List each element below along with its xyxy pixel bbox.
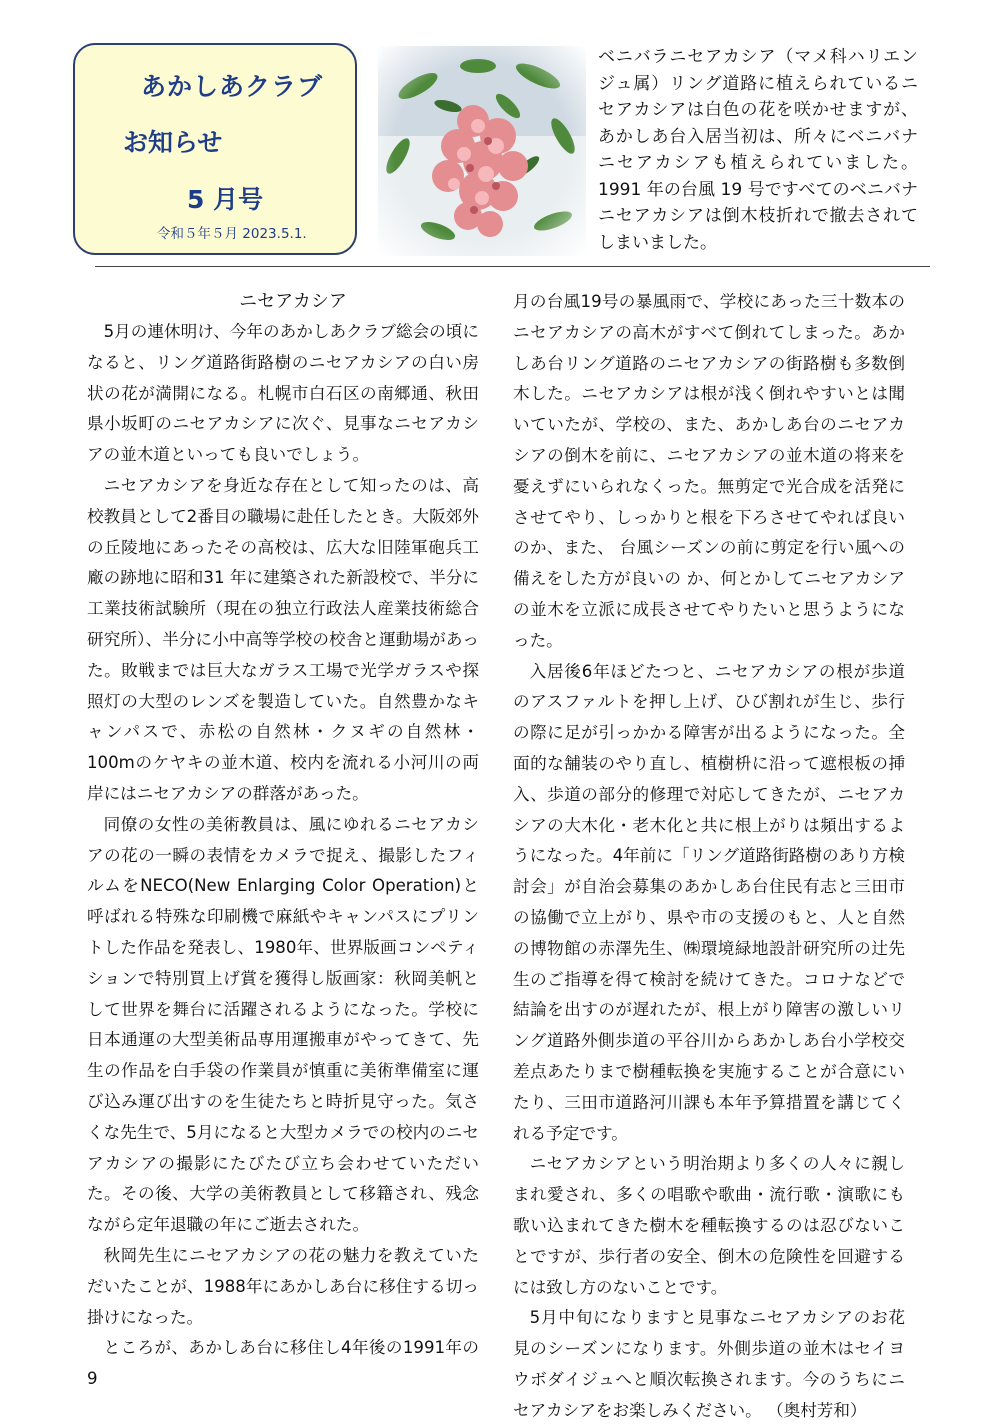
paragraph: 入居後6年ほどたつと、ニセアカシアの根が歩道のアスファルトを押し上げ、ひび割れが生じ、歩行の際に足が引っかかる障害が出るようになった。全面的な舗装のやり直し、植樹枡に沿って遮根板の挿入、歩道の部分的修理で対応してきたが、ニセアカシアの大木化・老木化と共に根上がりは頻出するようになった。4年前に「リング道路街路樹のあり方検討会」が自治会募集のあかしあ台住民有志と三田市の協働で立上がり、県や市の支援のもと、人と自然の博物館の赤澤先生、㈱環境緑地設計研究所の辻先生のご指導を得て検討を続けてきた。コロナなどで結論を出すのが遅れたが、根上がり障害の激しいリング道路外側歩道の平谷川からあかしあ台小学校交差点あたりまで樹種転換を実施することが合意にいたり、三田市道路河川課も本年予算措置を講じてくれる予定です。 — [513, 661, 905, 1143]
article-left-column — [87, 287, 479, 1395]
divider — [95, 266, 930, 267]
paragraph: 5月の連休明け、今年のあかしあクラブ総会の頃になると、リング道路街路樹のニセアカシアの白い房状の花が満開になる。札幌市白石区の南郷通、秋田県小坂町のニセアカシアに次ぐ、見事なニセアカシアの並木道といっても良いでしょう。 — [87, 322, 479, 465]
paragraph: ニセアカシアを身近な存在として知ったのは、高校教員として2番目の職場に赴任したとき。大阪郊外の丘陵地にあったその高校は、広大な旧陸軍砲兵工廠の跡地に昭和31 年に建築された新設校で、半分に工業技術試験所（現在の独立行政法人産業技術総合研究所）、半分に小中高等学校の校舎と運動場があった。敗戦までは巨大なガラス工場で光学ガラスや探照灯の大型のレンズを製造していた。自然豊かなキャンパスで、赤松の自然林・クヌギの自然林・100mのケヤキの並木道、校内を流れる小河川の両岸にはニセアカシアの群落があった。 — [87, 475, 479, 803]
paragraph: 5月中旬になりますと見事なニセアカシアのお花見のシーズンになります。外側歩道の並木はセイヨウボダイジュへと順次転換されます。今のうちにニセアカシアをお楽しみください。 （奥村芳和） — [513, 1308, 905, 1420]
article-right-column — [513, 287, 905, 1426]
photo-caption: ベニバラニセアカシア（マメ科ハリエンジュ属）リング道路に植えられているニセアカシアは白色の花を咲かせますが、あかしあ台入居当初は、所々にベニバナニセアカシアも植えられていました。1991 年の台風 19 号ですべてのベニバナニセアカシアは倒木枝折れで撤去されてしまいました。 — [598, 47, 918, 253]
pink-locust-flower-photo — [378, 46, 586, 256]
club-name: あかしあクラブ — [141, 72, 324, 101]
issue-date: 令和５年５月 2023.5.1. — [157, 226, 307, 242]
paragraph: ところが、あかしあ台に移住し4年後の1991年の9 — [87, 1338, 479, 1389]
paragraph: ニセアカシアという明治期より多くの人々に親しまれ愛され、多くの唱歌や歌曲・流行歌・演歌にも歌い込まれてきた樹木を種転換するのは忍びないことですが、歩行者の安全、倒木の危険性を回避するには致し方のないことです。 — [513, 1154, 905, 1297]
paragraph: 秋岡先生にニセアカシアの花の魅力を教えていただいたことが、1988年にあかしあ台に移住する切っ掛けになった。 — [87, 1245, 479, 1327]
paragraph: 月の台風19号の暴風雨で、学校にあった三十数本のニセアカシアの高木がすべて倒れてしまった。あかしあ台リング道路のニセアカシアの街路樹も多数倒木した。ニセアカシアは根が浅く倒れやすいとは聞いていたが、学校の、また、あかしあ台のニセアカシアの倒木を前に、ニセアカシアの並木道の将来を憂えずにいられなくった。無剪定で光合成を活発にさせてやり、しっかりと根を下ろさせてやれば良いのか、また、 台風シーズンの前に剪定を行い風への備えをした方が良いの か、何とかしてニセアカシアの並木を立派に成長させてやりたいと思うようになった。 — [513, 292, 905, 650]
article-title: ニセアカシア — [239, 291, 347, 312]
paragraph: 同僚の女性の美術教員は、風にゆれるニセアカシアの花の一瞬の表情をカメラで捉え、撮影したフィルムをNECO(New Enlarging Color Operation)と呼ばれる特殊な印刷機で麻紙やキャンパスにプリントした作品を発表し、1980年、世界版画コンペティションで特別買上げ賞を獲得し版画家：秋岡美帆として世界を舞台に活躍されるようになった。学校に日本通運の大型美術品専用運搬車がやってきて、先生の作品を白手袋の作業員が慎重に美術準備室に運び込み運び出すのを生徒たちと時折見守った。気さくな先生で、5月になると大型カメラでの校内のニセアカシアの撮影にたびたび立ち会わせていただいた。その後、大学の美術教員として移籍され、残念ながら定年退職の年にご逝去された。 — [87, 814, 479, 1235]
notice-label: お知らせ — [123, 128, 223, 157]
title-box — [73, 43, 357, 255]
issue-label: 5 月号 — [187, 185, 264, 214]
